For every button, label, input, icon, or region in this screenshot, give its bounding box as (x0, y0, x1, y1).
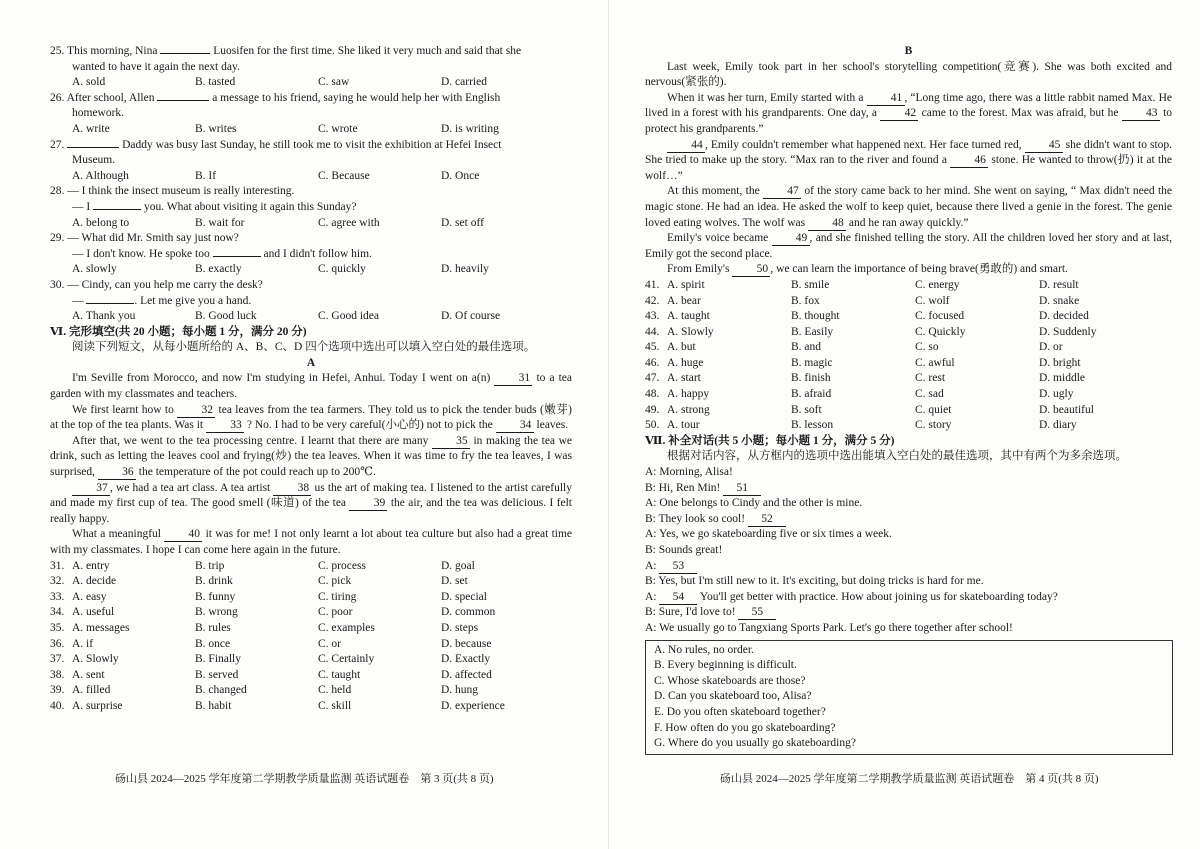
question-number: 50. (645, 419, 660, 432)
option-choice: D. special (441, 590, 487, 603)
dialog-line-1: A: Morning, Alisa! (645, 466, 733, 479)
answer-blank (213, 256, 261, 257)
option-choice: D. hung (441, 684, 479, 697)
answer-blank (93, 209, 141, 210)
question-number: 44. (645, 325, 660, 338)
blank-31: 31 (494, 372, 532, 386)
dialog-line-6: B: Sounds great! (645, 544, 723, 556)
option-choice: D. diary (1039, 419, 1077, 432)
option-choice: B. changed (195, 684, 247, 697)
box-option-e: E. Do you often skateboard together? (654, 705, 826, 718)
option-choice: D. beautiful (1039, 403, 1094, 416)
option-choice: A. useful (72, 606, 115, 619)
question-number: 40. (50, 699, 65, 712)
option-choice: B. rules (195, 621, 231, 634)
section-7-instructions: 根据对话内容，从方框内的选项中选出能填入空白处的最佳选项，其中有两个为多余选项。 (667, 450, 1127, 463)
question-25: 25. This morning, Nina Luosifen for the first time. She liked it very much and said that she (50, 45, 522, 57)
option-choice: A. decide (72, 575, 117, 588)
answer-blank (157, 100, 209, 101)
option-row (50, 605, 572, 621)
box-option-c: C. Whose skateboards are those? (654, 674, 806, 687)
option-row (50, 574, 572, 590)
question-number: 48. (645, 388, 660, 401)
option-choice: D. ugly (1039, 388, 1074, 401)
passage-b-p3: 44 , Emily couldn't remember what happened next. Her face turned red, 45 she didn't want to stop. She tried to make up the story. “Max ran to the river and found a 46 stone. He wanted to throw(扔) it at the wolf…” (645, 138, 1173, 182)
option-row (50, 590, 572, 606)
dialog-line-10: B: Sure, I'd love to! 55 (645, 605, 1172, 621)
option-choice: A. strong (667, 403, 710, 416)
option-choice: D. middle (1039, 372, 1085, 385)
question-number: 42. (645, 294, 660, 307)
box-option-f: F. How often do you go skateboarding? (654, 721, 836, 734)
option-choice: B. afraid (791, 388, 832, 401)
option-choice: A. bear (667, 294, 701, 307)
option-choice: A. easy (72, 590, 107, 603)
blank-36: 36 (98, 466, 136, 480)
option-row (645, 356, 1172, 372)
option-choice: B. magic (791, 356, 833, 369)
blank-39: 39 (349, 497, 387, 511)
page-fold (608, 0, 609, 849)
section-6-title: Ⅵ. 完形填空(共 20 小题；每小题 1 分，满分 20 分) (50, 325, 307, 338)
question-30: 30. — Cindy, can you help me carry the desk? (50, 278, 263, 291)
passage-a-p2: We first learnt how to 32 tea leaves from the tea farmers. They told us to pick the tender buds (嫩芽) at the top of the tea plants. Was it 33 ? No. I had to be very careful(小心的) not to pick the 34 leaves. (50, 403, 573, 432)
blank-41: 41 (867, 92, 905, 106)
question-number: 31. (50, 559, 65, 572)
option-row (50, 621, 572, 637)
option-choice: B. served (195, 668, 239, 681)
option-choice: C. examples (318, 621, 375, 634)
option-choice: B. funny (195, 590, 236, 603)
question-26: 26. After school, Allen a message to his friend, saying he would help her with English (50, 91, 501, 104)
option-row (645, 309, 1172, 325)
passage-a-p3: After that, we went to the tea processing centre. I learnt that there are many 35 in making the tea we drink, such as letting the leaves cool and frying(炒) the tea leaves. When it was time to fry the tea leaves, I was surprised, 36 the temperature of the pot could reach up to 200℃. (50, 434, 573, 479)
option-choice: D. snake (1039, 294, 1080, 307)
option-choice: D. goal (441, 559, 475, 572)
option-row (645, 403, 1172, 419)
blank-42: 42 (880, 107, 918, 121)
options-26: A. write B. writes C. wrote D. is writing (72, 122, 499, 135)
option-choice: A. start (667, 372, 701, 385)
option-row (50, 668, 572, 684)
question-number: 32. (50, 575, 65, 588)
option-choice: D. common (441, 606, 496, 619)
answer-blank (160, 53, 210, 54)
dialog-line-9: A: 54 You'll get better with practice. How about joining us for skateboarding today? (645, 590, 1058, 603)
option-row (645, 325, 1172, 341)
option-choice: D. result (1039, 278, 1079, 291)
blank-34: 34 (496, 419, 534, 433)
option-choice: C. tiring (318, 590, 357, 603)
option-choice: D. set (441, 575, 468, 588)
option-choice: A. surprise (72, 699, 123, 712)
question-29-line2: — I don't know. He spoke too and I didn't follow him. (72, 247, 372, 260)
option-choice: D. Suddenly (1039, 325, 1097, 338)
dialog-line-8: B: Yes, but I'm still new to it. It's exciting, but doing tricks is hard for me. (645, 575, 984, 588)
option-choice: C. energy (915, 278, 960, 291)
question-number: 43. (645, 310, 660, 323)
blank-54: 54 (659, 591, 697, 605)
question-number: 36. (50, 637, 65, 650)
answer-blank (86, 303, 134, 304)
option-choice: C. Certainly (318, 653, 375, 666)
passage-b-p1: Last week, Emily took part in her school's storytelling competition(竞赛). She was both excited and nervous(紧张的). (645, 60, 1172, 89)
option-choice: D. because (441, 637, 492, 650)
blank-40: 40 (164, 528, 202, 542)
question-25-cont: wanted to have it again the next day. (72, 60, 240, 73)
option-choice: C. process (318, 559, 366, 572)
passage-b-p6: From Emily's 50 , we can learn the importance of being brave(勇敢的) and smart. (667, 263, 1068, 276)
option-choice: B. thought (791, 310, 840, 323)
blank-33: 33 (206, 419, 244, 433)
option-choice: A. sent (72, 668, 105, 681)
options-27: A. Although B. If C. Because D. Once (72, 169, 480, 182)
option-choice: C. taught (318, 668, 361, 681)
option-choice: C. awful (915, 356, 955, 369)
blank-49: 49 (772, 232, 810, 246)
question-27: 27. Daddy was busy last Sunday, he still took me to visit the exhibition at Hefei Insect (50, 138, 502, 151)
option-choice: A. but (667, 341, 696, 354)
option-choice: B. habit (195, 699, 232, 712)
question-number: 34. (50, 606, 65, 619)
options-box (645, 640, 1173, 755)
question-number: 45. (645, 341, 660, 354)
question-27-cont: Museum. (72, 154, 116, 167)
right-page (645, 44, 1172, 755)
option-choice: B. Finally (195, 653, 242, 666)
option-choice: C. so (915, 341, 939, 354)
option-choice: C. held (318, 684, 352, 697)
question-number: 38. (50, 668, 65, 681)
passage-b-p2: When it was her turn, Emily started with a 41 , “Long time ago, there was a little rabbit named Max. He lived in a forest with his grandparents. One day, a 42 came to the forest. Max was afraid, but he 43 to protect his grandparents.” (645, 91, 1173, 135)
option-choice: B. finish (791, 372, 831, 385)
options-25: A. sold B. tasted C. saw D. carried (72, 76, 487, 89)
option-choice: B. and (791, 341, 822, 354)
question-26-cont: homework. (72, 107, 125, 120)
option-choice: A. spirit (667, 278, 705, 291)
dialog-line-3: A: One belongs to Cindy and the other is mine. (645, 497, 863, 510)
dialog-line-11: A: We usually go to Tangxiang Sports Park. Let's go there together after school! (645, 621, 1013, 634)
option-choice: A. messages (72, 621, 130, 634)
answer-blank (67, 147, 119, 148)
option-choice: C. wolf (915, 294, 950, 307)
passage-b-label: B (904, 45, 913, 57)
blank-48: 48 (808, 217, 846, 231)
option-choice: B. trip (195, 559, 225, 572)
option-choice: A. Slowly (72, 653, 119, 666)
dialog-line-5: A: Yes, we go skateboarding five or six times a week. (645, 528, 892, 541)
option-row (645, 340, 1172, 356)
passage-b-p5: Emily's voice became 49 , and she finished telling the story. All the children loved her story and at last, Emily got the second place. (645, 232, 1172, 260)
left-footer: 砀山县 2024—2025 学年度第二学期教学质量监测 英语试题卷 第 3 页(共 8 页) (115, 773, 494, 785)
blank-37: 37 (72, 482, 110, 496)
option-choice: A. huge (667, 356, 704, 369)
options-30: A. Thank you B. Good luck C. Good idea D. Of course (72, 310, 501, 323)
question-number: 39. (50, 684, 65, 697)
question-29: 29. — What did Mr. Smith say just now? (50, 232, 239, 245)
option-choice: C. quiet (915, 403, 952, 416)
blank-44: 44 (667, 139, 705, 153)
dialog-line-2: B: Hi, Ren Min! 51 (645, 481, 1172, 497)
option-choice: D. bright (1039, 356, 1081, 369)
option-choice: B. wrong (195, 606, 238, 619)
question-number: 37. (50, 653, 65, 666)
question-number: 41. (645, 278, 660, 291)
option-choice: B. smile (791, 278, 830, 291)
option-row (50, 652, 572, 668)
option-row (50, 699, 572, 715)
section-6-instructions: 阅读下列短文，从每小题所给的 A、B、C、D 四个选项中选出可以填入空白处的最佳选项。 (72, 341, 536, 354)
option-row (50, 683, 572, 699)
blank-32: 32 (177, 404, 215, 418)
blank-43: 43 (1122, 107, 1160, 121)
question-30-line2: — . Let me give you a hand. (72, 294, 252, 307)
box-option-d: D. Can you skateboard too, Alisa? (654, 690, 812, 703)
blank-45: 45 (1025, 139, 1063, 153)
option-choice: B. drink (195, 575, 233, 588)
option-choice: C. rest (915, 372, 946, 385)
passage-a-p5: What a meaningful 40 it was for me! I not only learnt a lot about tea culture but also had a great time with my classmates. I hope I can come here again in the future. (50, 528, 573, 556)
option-choice: C. Quickly (915, 325, 966, 338)
option-row (50, 559, 572, 575)
section-7-title: Ⅶ. 补全对话(共 5 小题；每小题 1 分，满分 5 分) (645, 434, 895, 447)
option-choice: B. Easily (791, 325, 834, 338)
blank-51: 51 (723, 482, 761, 496)
passage-b-p4: At this moment, the 47 of the story came back to her mind. She went on saying, “ Max didn't need the magic stone. He had an idea. He asked the wolf to keep quiet, because there lived a genie in the forest. The genie loved eating wolves. The wolf was 48 and he ran away quickly.” (645, 185, 1172, 229)
option-choice: B. lesson (791, 419, 834, 432)
option-row (645, 278, 1172, 294)
option-choice: C. sad (915, 388, 944, 401)
option-row (50, 637, 572, 653)
option-choice: B. soft (791, 403, 822, 416)
option-choice: C. skill (318, 699, 352, 712)
option-choice: D. Exactly (441, 653, 491, 666)
blank-38: 38 (273, 482, 311, 496)
option-choice: D. experience (441, 699, 505, 712)
option-row (645, 294, 1172, 310)
question-number: 33. (50, 590, 65, 603)
option-choice: D. decided (1039, 310, 1089, 323)
option-choice: C. or (318, 637, 341, 650)
option-row (645, 418, 1172, 434)
option-choice: A. Slowly (667, 325, 714, 338)
blank-46: 46 (950, 154, 988, 168)
question-number: 49. (645, 403, 660, 416)
options-29: A. slowly B. exactly C. quickly D. heavily (72, 263, 489, 276)
option-choice: C. poor (318, 606, 353, 619)
option-row (645, 387, 1172, 403)
passage-a-p1: I'm Seville from Morocco, and now I'm studying in Hefei, Anhui. Today I went on a(n) 31 to a tea garden with my classmates and teachers. (50, 372, 573, 401)
question-number: 47. (645, 372, 660, 385)
option-choice: C. focused (915, 310, 965, 323)
option-choice: A. happy (667, 388, 710, 401)
option-choice: B. once (195, 637, 231, 650)
option-choice: D. affected (441, 668, 492, 681)
option-choice: C. pick (318, 575, 352, 588)
option-choice: A. filled (72, 684, 111, 697)
option-choice: A. tour (667, 419, 700, 432)
blank-47: 47 (763, 185, 801, 199)
right-footer: 砀山县 2024—2025 学年度第二学期教学质量监测 英语试题卷 第 4 页(共 8 页) (720, 773, 1099, 785)
question-28: 28. — I think the insect museum is really interesting. (50, 185, 295, 198)
dialog-line-4: B: They look so cool! 52 (645, 512, 1172, 528)
dialog-line-7: A: 53 (645, 559, 1172, 575)
blank-53: 53 (659, 560, 697, 574)
option-choice: B. fox (791, 294, 820, 307)
question-number: 46. (645, 356, 660, 369)
option-choice: A. taught (667, 310, 710, 323)
cloze-b-options (645, 278, 1172, 434)
box-option-b: B. Every beginning is difficult. (654, 659, 797, 672)
option-choice: D. steps (441, 621, 479, 634)
left-page (50, 44, 572, 715)
options-28: A. belong to B. wait for C. agree with D. set off (72, 216, 484, 229)
blank-52: 52 (748, 513, 786, 527)
option-choice: C. story (915, 419, 952, 432)
box-option-a: A. No rules, no order. (654, 643, 754, 656)
option-choice: A. if (72, 637, 94, 650)
question-28-line2: — I you. What about visiting it again this Sunday? (72, 200, 357, 213)
blank-35: 35 (432, 435, 470, 449)
passage-a-label: A (306, 356, 316, 369)
passage-a-p4: 37 , we had a tea art class. A tea artist 38 us the art of making tea. I listened to the artist carefully and made my first cup of tea. The good smell (味道) of the tea 39 the air, and the tea was delicious. I felt really happy. (50, 481, 573, 525)
blank-50: 50 (732, 263, 770, 277)
question-number: 35. (50, 621, 65, 634)
option-row (645, 371, 1172, 387)
blank-55: 55 (738, 606, 776, 620)
box-option-g: G. Where do you usually go skateboarding? (654, 737, 856, 750)
option-choice: A. entry (72, 559, 110, 572)
option-choice: D. or (1039, 341, 1063, 354)
cloze-a-options (50, 559, 572, 715)
